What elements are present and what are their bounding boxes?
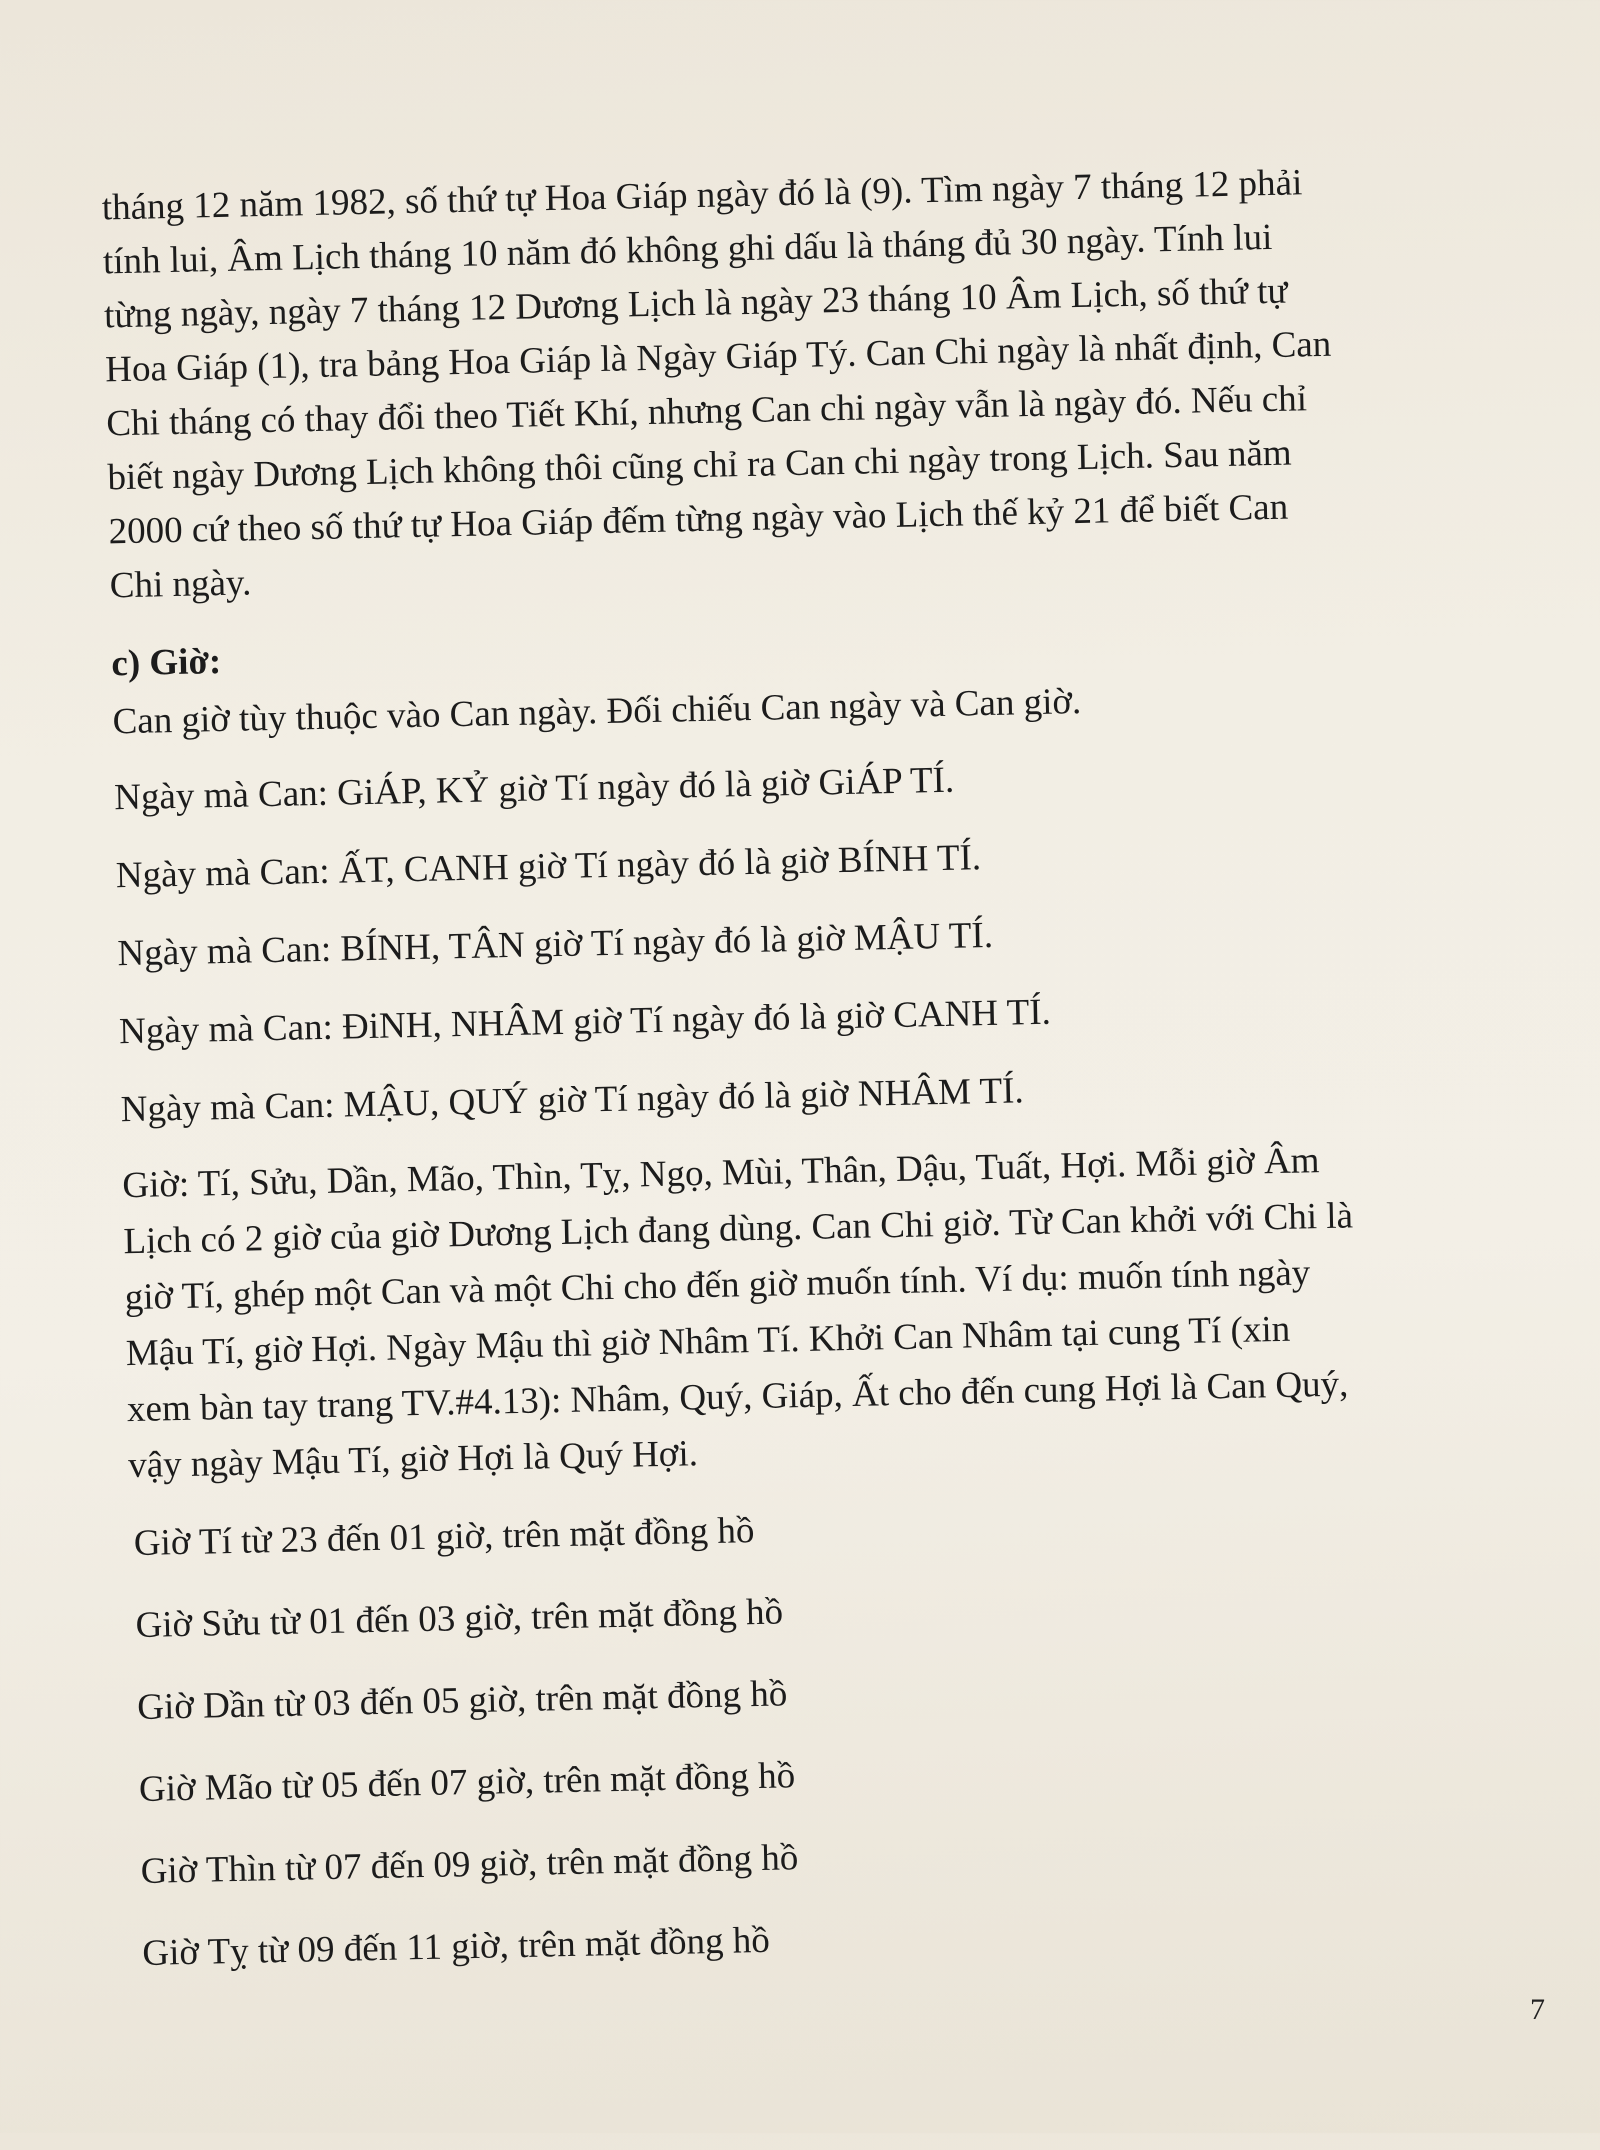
intro-text: Can giờ tùy thuộc vào Can ngày. Đối chiếu Can ngày và Can giờ. <box>112 681 1082 743</box>
rule-line: Ngày mà Can: BÍNH, TÂN giờ Tí ngày đó là giờ MẬU TÍ. <box>117 914 994 975</box>
paragraph-1-line: Hoa Giáp (1), tra bảng Hoa Giáp là Ngày Giáp Tý. Can Chi ngày là nhất định, Can <box>104 323 1332 391</box>
page-number: 7 <box>1530 1993 1545 2026</box>
paragraph-2-line: xem bàn tay trang TV.#4.13): Nhâm, Quý, Giáp, Ất cho đến cung Hợi là Can Quý, <box>126 1363 1349 1431</box>
hour-line: Giờ Tí từ 23 đến 01 giờ, trên mặt đồng hồ <box>133 1510 755 1565</box>
paragraph-2-line: giờ Tí, ghép một Can và một Chi cho đến giờ muốn tính. Ví dụ: muốn tính ngày <box>124 1252 1311 1319</box>
hour-line: Giờ Tỵ từ 09 đến 11 giờ, trên mặt đồng hồ <box>142 1919 771 1974</box>
paragraph-1-line: Chi ngày. <box>109 562 252 607</box>
paragraph-2-line: Mậu Tí, giờ Hợi. Ngày Mậu thì giờ Nhâm Tí. Khởi Can Nhâm tại cung Tí (xin <box>125 1308 1291 1375</box>
rule-line: Ngày mà Can: ĐiNH, NHÂM giờ Tí ngày đó là giờ CANH TÍ. <box>118 991 1052 1053</box>
paragraph-1-line: biết ngày Dương Lịch không thôi cũng chỉ ra Can chi ngày trong Lịch. Sau năm <box>107 432 1293 499</box>
paragraph-1-line: tính lui, Âm Lịch tháng 10 năm đó không ghi dấu là tháng đủ 30 ngày. Tính lui <box>102 216 1273 283</box>
paragraph-1-line: 2000 cứ theo số thứ tự Hoa Giáp đếm từng ngày vào Lịch thế kỷ 21 để biết Can <box>108 486 1289 553</box>
rule-line: Ngày mà Can: GiÁP, KỶ giờ Tí ngày đó là giờ GiÁP TÍ. <box>113 759 955 819</box>
paragraph-2-line: Lịch có 2 giờ của giờ Dương Lịch đang dùng. Can Chi giờ. Từ Can khởi với Chi là <box>123 1195 1354 1263</box>
paragraph-1-line: tháng 12 năm 1982, số thứ tự Hoa Giáp ngày đó là (9). Tìm ngày 7 tháng 12 phải <box>101 162 1303 229</box>
paragraph-2-line: vậy ngày Mậu Tí, giờ Hợi là Quý Hợi. <box>127 1433 699 1487</box>
paragraph-2-line: Giờ: Tí, Sửu, Dần, Mão, Thìn, Tỵ, Ngọ, Mùi, Thân, Dậu, Tuất, Hợi. Mỗi giờ Âm <box>121 1140 1320 1207</box>
rule-line: Ngày mà Can: ẤT, CANH giờ Tí ngày đó là giờ BÍNH TÍ. <box>115 837 982 897</box>
paragraph-1-line: Chi tháng có thay đổi theo Tiết Khí, nhưng Can chi ngày vẫn là ngày đó. Nếu chỉ <box>105 378 1308 445</box>
hour-line: Giờ Thìn từ 07 đến 09 giờ, trên mặt đồng hồ <box>140 1837 799 1892</box>
paragraph-1-line: từng ngày, ngày 7 tháng 12 Dương Lịch là ngày 23 tháng 10 Âm Lịch, số thứ tự <box>103 270 1288 337</box>
section-heading: c) Giờ: <box>110 641 222 685</box>
hour-line: Giờ Sửu từ 01 đến 03 giờ, trên mặt đồng hồ <box>135 1591 784 1647</box>
hour-line: Giờ Dần từ 03 đến 05 giờ, trên mặt đồng hồ <box>136 1673 788 1729</box>
rule-line: Ngày mà Can: MẬU, QUÝ giờ Tí ngày đó là giờ NHÂM TÍ. <box>120 1070 1025 1131</box>
hour-line: Giờ Mão từ 05 đến 07 giờ, trên mặt đồng hồ <box>138 1755 796 1810</box>
